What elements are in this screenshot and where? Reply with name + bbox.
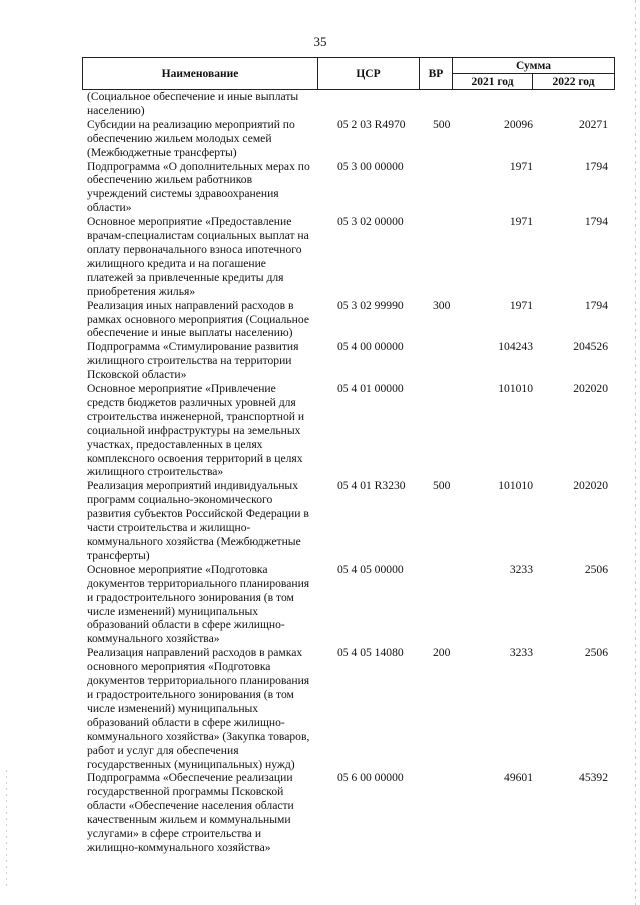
table-row <box>87 771 617 854</box>
row-csr-code: 05 3 02 00000 <box>337 215 404 229</box>
header-vr: ВР <box>420 58 453 90</box>
row-amount-2022: 20271 <box>579 117 608 131</box>
row-amount-2022: 202020 <box>573 479 608 493</box>
row-csr-code: 05 3 02 99990 <box>337 298 404 312</box>
row-amount-2022: 202020 <box>573 382 608 396</box>
table-header <box>82 57 615 90</box>
row-amount-2022: 1794 <box>584 215 608 229</box>
row-name: Подпрограмма «Стимулирование развития жилищного строительства на территории Псковской области» <box>87 340 299 382</box>
row-amount-2022: 2506 <box>584 562 608 576</box>
row-name: Подпрограмма «О дополнительных мерах по обеспечению жильем работников учреждений системы здравоохранения области» <box>87 159 310 215</box>
header-year-2022: 2022 год <box>533 74 615 90</box>
row-csr-code: 05 4 05 00000 <box>337 562 404 576</box>
row-amount-2021: 3233 <box>509 646 533 660</box>
table-row <box>87 563 617 646</box>
table-row <box>87 160 617 216</box>
scan-edge-artifact-left <box>6 770 7 890</box>
row-amount-2022: 1794 <box>584 159 608 173</box>
header-csr: ЦСР <box>318 58 420 90</box>
table-row <box>87 299 617 341</box>
row-amount-2022: 204526 <box>573 340 608 354</box>
row-amount-2021: 1971 <box>509 215 533 229</box>
table-row <box>87 382 617 479</box>
row-csr-code: 05 3 00 00000 <box>337 159 404 173</box>
row-csr-code: 05 2 03 R4970 <box>337 117 406 131</box>
row-vr-code: 500 <box>433 117 451 131</box>
row-name: Реализация направлений расходов в рамках основного мероприятия «Подготовка документов территориального планирования и градостроительного зонирования (в том числе изменений) муниципальных образований области в сфере жилищно- коммунального хозяйства» (Закупка товаров, работ и услуг для обеспечения государственных (муниципальных) нужд) <box>87 646 310 771</box>
row-name: Основное мероприятие «Привлечение средств бюджетов различных уровней для строительства инженерной, транспортной и социальной инфраструктуры на земельных участках, предоставленных в целях комплексного освоения территорий в целях жилищного строительства» <box>87 382 305 479</box>
row-amount-2021: 49601 <box>504 771 533 785</box>
row-amount-2021: 1971 <box>509 159 533 173</box>
row-csr-code: 05 4 00 00000 <box>337 340 404 354</box>
row-vr-code: 200 <box>433 646 451 660</box>
table-body <box>87 90 617 855</box>
page-number: 35 <box>313 34 327 49</box>
row-name: Реализация мероприятий индивидуальных программ социально-экономического развития субъектов Российской Федерации в части строительства и жилищно- коммунального хозяйства (Межбюджетные трансферты) <box>87 479 309 562</box>
row-name: Субсидии на реализацию мероприятий по обеспечению жильем молодых семей (Межбюджетные трансферты) <box>87 117 295 159</box>
row-amount-2022: 45392 <box>579 771 608 785</box>
row-amount-2021: 104243 <box>498 340 533 354</box>
row-name: Основное мероприятие «Подготовка документов территориального планирования и градостроительного зонирования (в том числе изменений) муниципальных образований области в сфере жилищно- коммунального хозяйства» <box>87 562 310 646</box>
row-csr-code: 05 4 01 R3230 <box>337 479 406 493</box>
header-name: Наименование <box>83 58 318 90</box>
row-amount-2021: 20096 <box>504 117 533 131</box>
row-amount-2021: 101010 <box>498 382 533 396</box>
row-vr-code: 500 <box>433 479 451 493</box>
row-name: Реализация иных направлений расходов в рамках основного мероприятия (Социальное обеспечение и иные выплаты населению) <box>87 298 309 340</box>
row-name: Подпрограмма «Обеспечение реализации государственной программы Псковской области «Обеспечение населения области качественным жильем и коммунальными услугами» в сфере строительства и жилищно-коммунального хозяйства» <box>87 771 294 854</box>
row-csr-code: 05 4 01 00000 <box>337 382 404 396</box>
table-row <box>87 646 617 771</box>
scan-edge-artifact <box>635 0 636 905</box>
table-row <box>87 118 617 160</box>
row-amount-2022: 1794 <box>584 298 608 312</box>
row-amount-2021: 3233 <box>509 562 533 576</box>
row-csr-code: 05 6 00 00000 <box>337 771 404 785</box>
row-amount-2022: 2506 <box>584 646 608 660</box>
header-year-2021: 2021 год <box>453 74 533 90</box>
table-row <box>87 479 617 562</box>
row-vr-code: 300 <box>433 298 451 312</box>
row-name: Основное мероприятие «Предоставление врачам-специалистам социальных выплат на оплату первоначального взноса ипотечного жилищного кредита и на погашение платежей за привлеченные кредиты для приобретения жилья» <box>87 215 309 298</box>
table-row <box>87 340 617 382</box>
table-row <box>87 90 617 118</box>
row-amount-2021: 101010 <box>498 479 533 493</box>
table-row <box>87 215 617 298</box>
row-amount-2021: 1971 <box>509 298 533 312</box>
row-csr-code: 05 4 05 14080 <box>337 646 404 660</box>
header-sum: Сумма <box>453 58 615 74</box>
row-name: (Социальное обеспечение и иные выплаты населению) <box>87 90 299 117</box>
